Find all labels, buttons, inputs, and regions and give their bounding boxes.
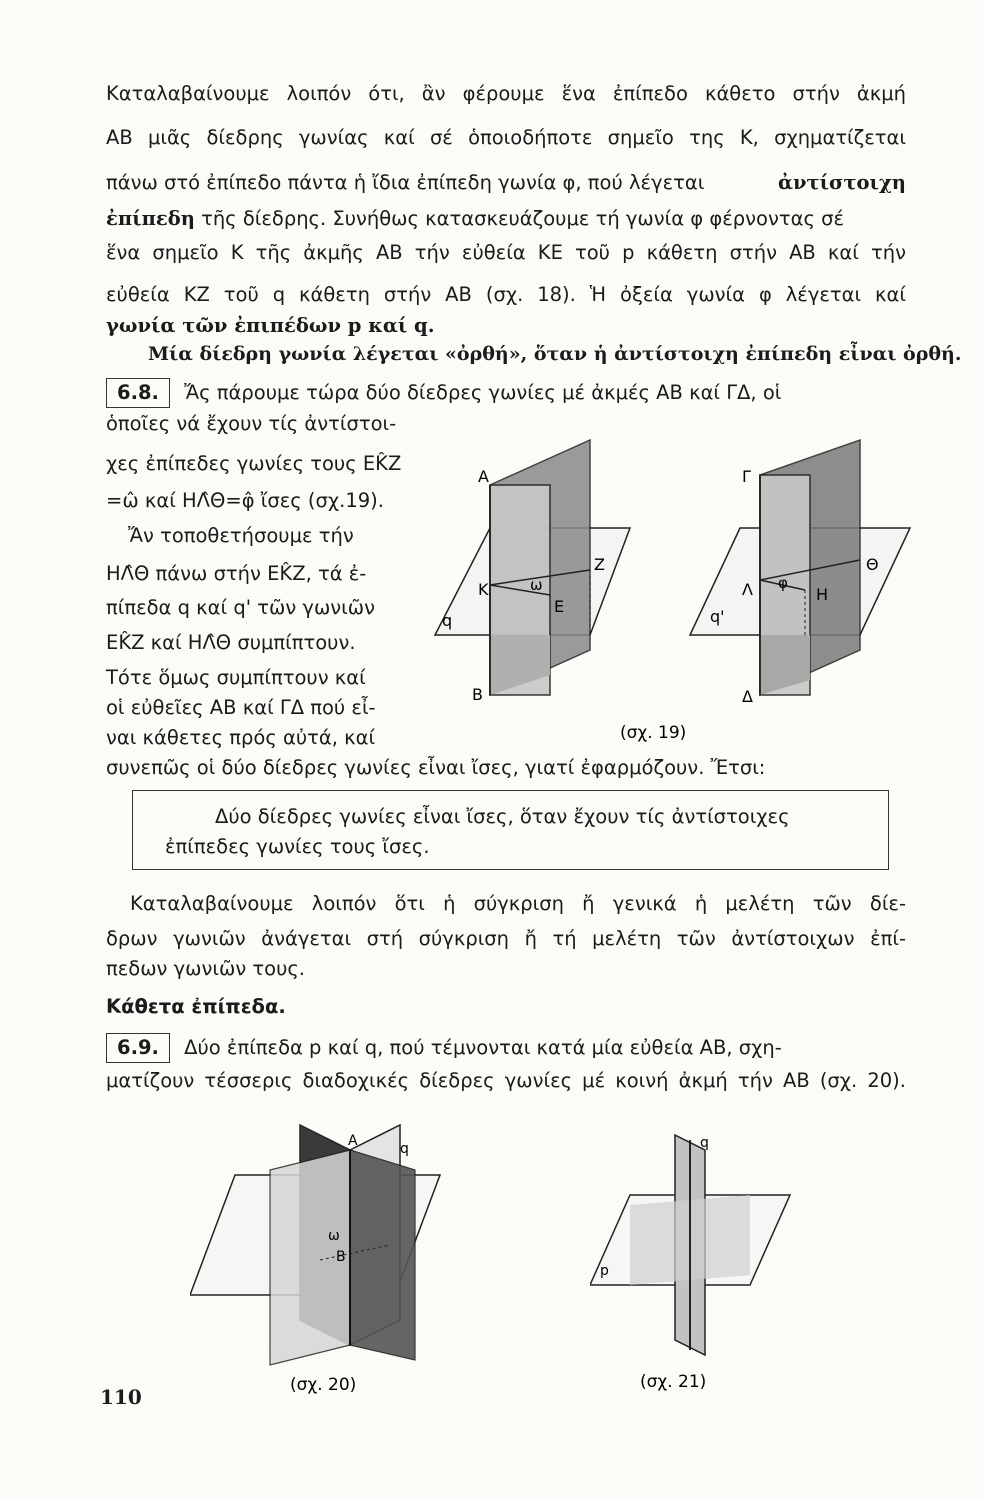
sec68-line-12: συνεπῶς οἱ δύο δίεδρες γωνίες εἶναι ἴσες, γιατί ἐφαρμόζουν. Ἔτσι: [106,756,766,779]
fig20-label-B: B [336,1249,346,1265]
fig19-label-B: B [472,685,483,704]
sec69-line-1-wrap [106,1033,906,1063]
fig19-label-Lambda: Λ [742,580,753,599]
sec69-line-1: Δύο ἐπίπεδα p καί q, πού τέμνονται κατά μία εὐθεία AB, σχη- [184,1036,782,1059]
sec68-line-11: ναι κάθετες πρός αὐτά, καί [106,726,376,749]
sec68-line-7: πίπεδα q καί q' τῶν γωνιῶν [106,596,376,619]
definition-right-dihedral: Μία δίεδρη γωνία λέγεται «ὀρθή», ὅταν ἡ ἀντίστοιχη ἐπίπεδη εἶναι ὀρθή. [148,343,962,365]
p1-line-5: ἕνα σημεῖο K τῆς ἀκμῆς AB τήν εὐθεία KE τοῦ p κάθετη στήν AB καί τήν [106,241,906,264]
fig19-label-phi: φ [778,574,788,592]
figure-20 [190,1115,460,1395]
boxed-rule [132,790,889,870]
p1-term-antistoixi: ἀντίστοιχη [777,171,906,194]
page-number: 110 [100,1385,142,1409]
p1-line-3: πάνω στό ἐπίπεδο πάντα ἡ ἴδια ἐπίπεδη γωνία φ, πού λέγεται [106,171,705,194]
fig19-label-q-prime: q' [710,607,725,626]
fig19-label-omega: ω [530,576,543,594]
fig19-label-Delta: Δ [742,687,753,706]
fig20-label-q: q [400,1141,409,1157]
sec68-line-8: EK̂Z καί HΛ̂Θ συμπίπτουν. [106,631,356,654]
sec68-number: 6.8. [106,378,170,408]
fig20-label-omega: ω [328,1228,340,1244]
sec68-line-6: HΛ̂Θ πάνω στήν EK̂Z, τά ἐ- [106,562,367,585]
p2-line-1: Καταλαβαίνουμε λοιπόν ὅτι ἡ σύγκριση ἤ γενικά ἡ μελέτη τῶν δίε- [130,892,906,915]
p1-line-3-wrap [106,169,906,197]
p1-line-6: εὐθεία KZ τοῦ q κάθετη στήν AB (σχ. 18). Ἡ ὀξεία γωνία φ λέγεται καί [106,283,906,306]
sec68-line-4: =ω̂ καί HΛ̂Θ=φ̂ ἴσες (σχ.19). [106,489,384,512]
boxed-rule-line-1: Δύο δίεδρες γωνίες εἶναι ἴσες, ὅταν ἔχουν τίς ἀντίστοιχες [215,805,790,828]
boxed-rule-line-2: ἐπίπεδες γωνίες τους ἴσες. [165,835,430,858]
fig21-label-p: p [600,1263,609,1279]
sec68-line-9: Τότε ὅμως συμπίπτουν καί [106,666,366,689]
fig19-label-E: E [554,597,565,616]
fig21-label-q: q [700,1135,709,1151]
p2-line-3: πεδων γωνιῶν τους. [106,957,306,980]
fig19-label-q: q [442,611,453,630]
fig19-label-A: A [478,467,489,486]
fig19-label-Z: Z [594,555,605,574]
p1-line-4: τῆς δίεδρης. Συνήθως κατασκευάζουμε τή γωνία φ φέρνοντας σέ [201,207,844,230]
fig19-label-Theta: Θ [866,555,879,574]
fig20-caption: (σχ. 20) [290,1375,357,1395]
sec68-line-1: Ἄς πάρουμε τώρα δύο δίεδρες γωνίες μέ ἀκμές AB καί ΓΔ, οἱ [184,381,782,404]
sec68-line-3: χες ἐπίπεδες γωνίες τους EK̂Z [106,452,402,475]
fig19-label-H: H [816,585,829,604]
fig19-label-K: K [478,580,489,599]
p1-term-epipedi: ἐπίπεδη [106,207,195,230]
p1-line-7: γωνία τῶν ἐπιπέδων p καί q. [106,314,435,337]
fig19-caption: (σχ. 19) [620,723,687,743]
sec68-line-2: ὁποῖες νά ἔχουν τίς ἀντίστοι- [106,412,397,435]
sec69-number: 6.9. [106,1033,170,1063]
fig19-left-diagram [435,440,630,704]
sec68-line-1-wrap [106,378,906,408]
sec68-line-5: Ἄν τοποθετήσουμε τήν [128,524,354,547]
sec68-line-10: οἱ εὐθεῖες AB καί ΓΔ πού εἶ- [106,696,376,719]
figure-21 [590,1125,810,1395]
fig19-right-diagram [690,440,910,706]
fig20-label-A: A [348,1133,358,1149]
sec69-line-2: ματίζουν τέσσερις διαδοχικές δίεδρες γωνίες μέ κοινή ἀκμή τήν AB (σχ. 20). [106,1069,906,1092]
fig21-caption: (σχ. 21) [640,1372,707,1392]
p1-line-4-wrap [106,205,906,233]
p1-line-2: AB μιᾶς δίεδρης γωνίας καί σέ ὁποιοδήποτε σημεῖο της K, σχηματίζεται [106,126,906,149]
fig19-label-Gamma: Γ [742,467,751,486]
figure-19 [420,430,920,750]
p1-line-1: Καταλαβαίνουμε λοιπόν ότι, ἂν φέρουμε ἕνα ἐπίπεδο κάθετο στήν ἀκμή [106,82,906,105]
heading-perpendicular-planes: Κάθετα ἐπίπεδα. [106,995,286,1018]
p2-line-2: δρων γωνιῶν ἀνάγεται στή σύγκριση ἤ τή μελέτη τῶν ἀντίστοιχων ἐπί- [106,927,906,950]
